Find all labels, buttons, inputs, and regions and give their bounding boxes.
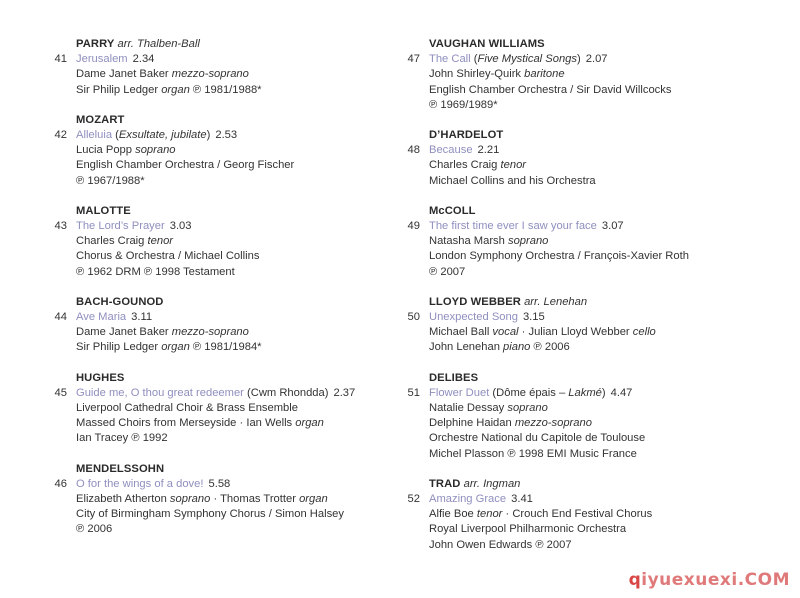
track-number: 51 xyxy=(407,386,420,399)
composer-line xyxy=(429,295,740,310)
title-line xyxy=(407,52,740,67)
track-duration: 5.58 xyxy=(208,477,231,490)
credit-text: ℗ 1981/1984* xyxy=(189,341,262,354)
credit-text: · Julian Lloyd Webber xyxy=(518,326,633,339)
credit-line xyxy=(76,431,387,446)
credit-line xyxy=(429,507,740,522)
credit-role: baritone xyxy=(524,68,565,81)
credit-text: Dame Janet Baker xyxy=(76,68,172,81)
credit-line xyxy=(76,507,387,522)
credit-text: Sir Philip Ledger xyxy=(76,83,162,96)
track-number: 44 xyxy=(54,311,67,324)
title-line xyxy=(54,128,387,143)
credit-role: organ xyxy=(161,83,190,96)
composer-name: DELIBES xyxy=(429,371,479,384)
title-line xyxy=(54,52,387,67)
title-line xyxy=(407,219,740,234)
credit-text: Delphine Haidan xyxy=(429,417,515,430)
credit-line xyxy=(429,340,740,355)
credit-text: ℗ 2007 xyxy=(429,265,466,278)
credit-line xyxy=(76,174,387,189)
credit-line xyxy=(429,174,740,189)
credit-line xyxy=(76,340,387,355)
credit-text: ℗ 1962 DRM ℗ 1998 Testament xyxy=(76,265,235,278)
composer-name: PARRY xyxy=(76,38,115,50)
composer-name: MOZART xyxy=(76,113,125,126)
track-entry xyxy=(400,477,740,553)
title-extra-tail: ) xyxy=(577,53,581,66)
track-title: Amazing Grace xyxy=(429,493,507,506)
track-title: The Call xyxy=(429,53,471,66)
composer-line xyxy=(76,371,387,386)
track-duration: 2.07 xyxy=(585,53,608,66)
track-title: The Lord’s Prayer xyxy=(76,220,165,233)
credit-role: tenor xyxy=(147,235,174,248)
credit-line xyxy=(76,265,387,280)
track-duration: 3.07 xyxy=(601,220,624,233)
credit-line xyxy=(76,416,387,431)
credit-text: ℗ 1969/1989* xyxy=(429,98,498,111)
credit-line xyxy=(429,265,740,280)
credit-text: Michel Plasson ℗ 1998 EMI Music France xyxy=(429,447,637,460)
credit-line xyxy=(76,158,387,173)
track-duration: 2.34 xyxy=(132,53,155,66)
credit-text: City of Birmingham Symphony Chorus / Simon Halsey xyxy=(76,508,344,521)
composer-line xyxy=(76,204,387,219)
credit-role: soprano xyxy=(507,235,549,248)
credit-text: Royal Liverpool Philharmonic Orchestra xyxy=(429,523,627,536)
track-duration: 3.03 xyxy=(169,220,192,233)
credit-text: Liverpool Cathedral Choir & Brass Ensemble xyxy=(76,402,298,415)
credit-text: Ian Tracey ℗ 1992 xyxy=(76,432,168,445)
track-duration: 4.47 xyxy=(610,386,633,399)
credit-text: ℗ 1967/1988* xyxy=(76,174,145,187)
credit-text: London Symphony Orchestra / François-Xavier Roth xyxy=(429,250,689,263)
credit-text: · Crouch End Festival Chorus xyxy=(502,508,653,521)
track-duration: 2.21 xyxy=(477,144,500,157)
credit-line xyxy=(429,83,740,98)
track-title: Jerusalem xyxy=(76,53,128,66)
credit-text: Orchestre National du Capitole de Toulouse xyxy=(429,432,646,445)
track-duration: 3.11 xyxy=(131,311,153,324)
track-entry xyxy=(47,462,387,538)
composer-name: MENDELSSOHN xyxy=(76,462,165,475)
credit-text: Alfie Boe xyxy=(429,508,477,521)
composer-line xyxy=(76,295,387,310)
title-extra-tail: ) xyxy=(206,129,211,142)
watermark xyxy=(628,569,790,590)
credit-text: John Lenehan xyxy=(429,341,504,354)
credit-role: soprano xyxy=(507,402,548,415)
track-duration: 2.53 xyxy=(215,129,238,142)
track-number: 43 xyxy=(54,220,67,233)
composer-name: MALOTTE xyxy=(76,204,131,217)
track-entry xyxy=(47,37,387,98)
arranger: arr. Ingman xyxy=(463,477,521,490)
credit-role: organ xyxy=(299,493,328,506)
credit-line xyxy=(429,538,740,553)
credit-text: Sir Philip Ledger xyxy=(76,341,162,354)
credit-text: John Owen Edwards ℗ 2007 xyxy=(429,538,572,551)
credit-text: Dame Janet Baker xyxy=(76,326,172,339)
credit-line xyxy=(429,325,740,340)
composer-name: HUGHES xyxy=(76,371,125,384)
track-title: O for the wings of a dove! xyxy=(76,477,204,490)
credit-line xyxy=(76,234,387,249)
credit-text: ℗ 2006 xyxy=(530,341,570,354)
composer-line xyxy=(429,371,740,386)
credit-line xyxy=(76,522,387,537)
track-number: 41 xyxy=(54,53,67,66)
credit-text: Charles Craig xyxy=(76,235,148,248)
composer-name: McCOLL xyxy=(429,204,476,217)
title-line xyxy=(407,143,740,158)
composer-line xyxy=(429,477,740,492)
watermark-prefix: q xyxy=(628,569,642,590)
track-title: Flower Duet xyxy=(429,386,490,399)
title-extra-italic: Five Mystical Songs xyxy=(477,53,577,66)
track-entry xyxy=(47,204,387,280)
track-entry xyxy=(47,371,387,447)
title-line xyxy=(54,219,387,234)
credit-text: Elizabeth Atherton xyxy=(76,493,170,506)
composer-line xyxy=(76,113,387,128)
credit-role: tenor xyxy=(476,508,503,521)
credit-line xyxy=(429,447,740,462)
credit-role: soprano xyxy=(169,493,211,506)
credit-line xyxy=(76,249,387,264)
right-column xyxy=(400,37,740,568)
credit-role: tenor xyxy=(500,159,527,172)
credit-text: Natalie Dessay xyxy=(429,402,508,415)
composer-name: BACH-GOUNOD xyxy=(76,295,164,308)
credit-text: English Chamber Orchestra / Sir David Willcocks xyxy=(429,83,672,96)
credit-text: Lucia Popp xyxy=(76,144,136,157)
credit-text: ℗ 2006 xyxy=(76,523,113,536)
watermark-text: iyuexuexi.COM xyxy=(641,569,790,590)
title-extra: ( xyxy=(112,129,119,142)
title-line xyxy=(54,310,387,325)
composer-name: VAUGHAN WILLIAMS xyxy=(429,38,545,50)
credit-role: mezzo-soprano xyxy=(514,417,592,430)
track-entry xyxy=(400,37,740,113)
credit-line xyxy=(429,416,740,431)
composer-line xyxy=(429,37,740,52)
composer-name: D’HARDELOT xyxy=(429,129,504,142)
track-number: 49 xyxy=(407,220,420,233)
credit-line xyxy=(76,492,387,507)
track-number: 42 xyxy=(54,129,67,142)
credit-line xyxy=(429,98,740,113)
credit-line xyxy=(429,234,740,249)
credit-line xyxy=(76,401,387,416)
title-line xyxy=(407,492,740,507)
track-entry xyxy=(400,371,740,462)
composer-line xyxy=(429,128,740,143)
track-number: 50 xyxy=(407,311,420,324)
track-duration: 3.41 xyxy=(511,493,533,506)
title-extra-italic: Lakmé xyxy=(568,386,602,399)
credit-role: organ xyxy=(161,341,190,354)
track-entry xyxy=(47,113,387,189)
composer-name: LLOYD WEBBER xyxy=(429,295,521,308)
credit-line xyxy=(76,325,387,340)
credit-line xyxy=(429,158,740,173)
composer-line xyxy=(429,204,740,219)
track-title: Alleluia xyxy=(76,129,113,142)
title-extra: ( xyxy=(470,53,478,66)
title-line xyxy=(407,310,740,325)
credit-role: soprano xyxy=(135,144,176,157)
credit-text: Michael Ball xyxy=(429,326,493,339)
credit-line xyxy=(429,249,740,264)
credit-line xyxy=(429,522,740,537)
credit-role: organ xyxy=(295,417,324,430)
credit-text: Charles Craig xyxy=(429,159,501,172)
track-title: The first time ever I saw your face xyxy=(429,220,597,233)
arranger: arr. Thalben-Ball xyxy=(117,38,200,50)
credit-text: Natasha Marsh xyxy=(429,235,508,248)
title-extra: (Cwm Rhondda) xyxy=(243,386,329,399)
track-title: Because xyxy=(429,144,473,157)
track-title: Guide me, O thou great redeemer xyxy=(76,386,244,399)
composer-line xyxy=(76,462,387,477)
track-number: 47 xyxy=(407,53,420,66)
credit-line xyxy=(76,143,387,158)
title-extra-italic: Exsultate, jubilate xyxy=(118,129,207,142)
credit-role: vocal xyxy=(492,326,519,339)
arranger: arr. Lenehan xyxy=(524,295,588,308)
composer-name: TRAD xyxy=(429,477,461,490)
left-column xyxy=(47,37,387,553)
track-number: 45 xyxy=(54,386,67,399)
title-line xyxy=(54,386,387,401)
credit-line xyxy=(429,401,740,416)
track-number: 48 xyxy=(407,144,420,157)
credit-role: mezzo-soprano xyxy=(171,326,249,339)
track-duration: 3.15 xyxy=(522,311,545,324)
credit-role: mezzo-soprano xyxy=(171,68,249,81)
credit-text: Massed Choirs from Merseyside · Ian Wells xyxy=(76,417,296,430)
track-number: 46 xyxy=(54,477,67,490)
credit-text: ℗ 1981/1988* xyxy=(189,83,262,96)
track-title: Ave Maria xyxy=(76,311,127,324)
credit-text: Chorus & Orchestra / Michael Collins xyxy=(76,250,260,263)
track-entry xyxy=(400,128,740,189)
title-extra: (Dôme épais – xyxy=(489,386,569,399)
track-title: Unexpected Song xyxy=(429,311,518,324)
composer-line xyxy=(76,37,387,52)
credit-role: piano xyxy=(503,341,531,354)
track-entry xyxy=(47,295,387,356)
track-number: 52 xyxy=(407,493,420,506)
title-line xyxy=(407,386,740,401)
track-entry xyxy=(400,295,740,356)
credit-text: Michael Collins and his Orchestra xyxy=(429,174,596,187)
title-extra-tail: ) xyxy=(601,386,606,399)
credit-line xyxy=(76,83,387,98)
credit-line xyxy=(76,67,387,82)
title-line xyxy=(54,477,387,492)
credit-text: · Thomas Trotter xyxy=(210,493,300,506)
track-duration: 2.37 xyxy=(333,386,356,399)
track-entry xyxy=(400,204,740,280)
credit-line xyxy=(429,431,740,446)
credit-text: English Chamber Orchestra / Georg Fischer xyxy=(76,159,295,172)
credit-role: cello xyxy=(632,326,656,339)
credit-line xyxy=(429,67,740,82)
credit-text: John Shirley-Quirk xyxy=(429,68,525,81)
